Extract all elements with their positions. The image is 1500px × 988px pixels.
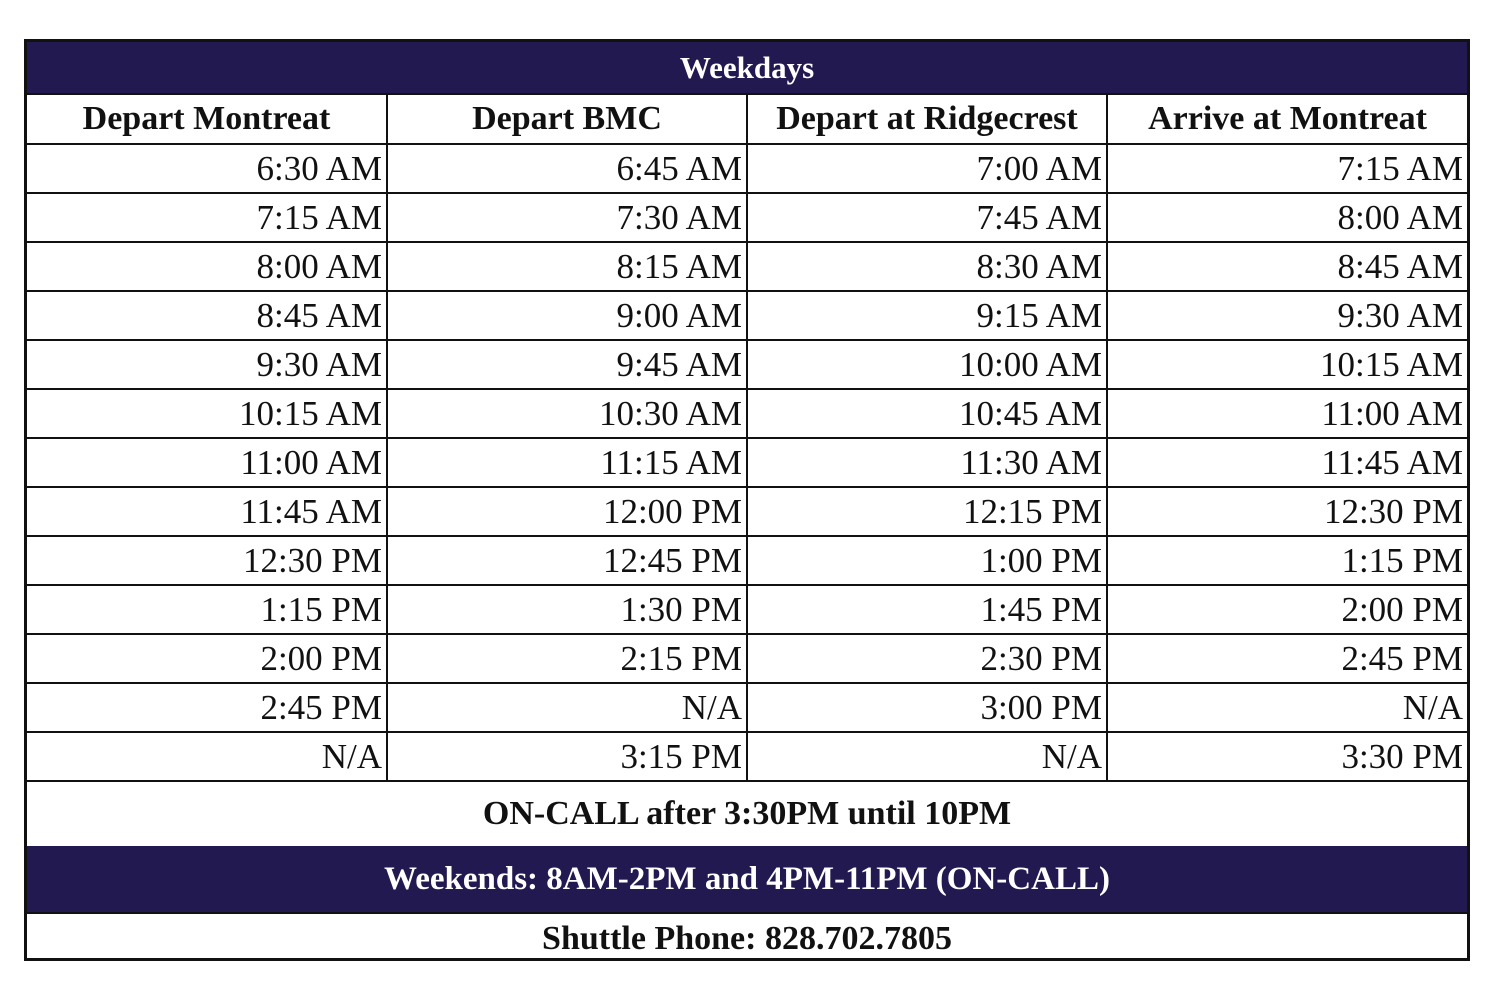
- time-cell: 2:30 PM: [747, 634, 1107, 683]
- shuttle-phone: Shuttle Phone: 828.702.7805: [27, 913, 1467, 964]
- column-header-arrive-montreat: Arrive at Montreat: [1107, 94, 1467, 144]
- on-call-note: ON-CALL after 3:30PM until 10PM: [482, 795, 1012, 832]
- table-row: [27, 487, 1467, 536]
- time-cell: 1:15 PM: [1107, 536, 1467, 585]
- column-header-depart-bmc: Depart BMC: [387, 94, 747, 144]
- table-row: [27, 536, 1467, 585]
- shuttle-schedule: [24, 39, 1470, 961]
- time-cell: 12:00 PM: [387, 487, 747, 536]
- time-cell: 9:30 AM: [1107, 291, 1467, 340]
- column-header-depart-ridgecrest: Depart at Ridgecrest: [747, 94, 1107, 144]
- time-cell: 7:00 AM: [747, 144, 1107, 193]
- time-cell: 2:45 PM: [27, 683, 387, 732]
- time-cell: N/A: [27, 732, 387, 781]
- time-cell: 9:15 AM: [747, 291, 1107, 340]
- time-cell: 7:15 AM: [1107, 144, 1467, 193]
- time-cell: 7:15 AM: [27, 193, 387, 242]
- schedule-body: [27, 144, 1467, 781]
- time-cell: 9:00 AM: [387, 291, 747, 340]
- time-cell: 8:00 AM: [1107, 193, 1467, 242]
- table-row: [27, 683, 1467, 732]
- time-cell: 8:15 AM: [387, 242, 747, 291]
- time-cell: 8:45 AM: [1107, 242, 1467, 291]
- time-cell: 7:30 AM: [387, 193, 747, 242]
- table-row: [27, 389, 1467, 438]
- time-cell: 10:15 AM: [1107, 340, 1467, 389]
- time-cell: 8:30 AM: [747, 242, 1107, 291]
- time-cell: 11:45 AM: [27, 487, 387, 536]
- time-cell: 9:45 AM: [387, 340, 747, 389]
- time-cell: N/A: [387, 683, 747, 732]
- time-cell: 11:00 AM: [1107, 389, 1467, 438]
- time-cell: 1:00 PM: [747, 536, 1107, 585]
- time-cell: 10:00 AM: [747, 340, 1107, 389]
- table-row: [27, 438, 1467, 487]
- time-cell: 7:45 AM: [747, 193, 1107, 242]
- time-cell: 1:15 PM: [27, 585, 387, 634]
- weekends-banner: Weekends: 8AM-2PM and 4PM-11PM (ON-CALL): [27, 846, 1467, 913]
- time-cell: 2:00 PM: [1107, 585, 1467, 634]
- table-row: [27, 732, 1467, 781]
- time-cell: 3:00 PM: [747, 683, 1107, 732]
- time-cell: 2:00 PM: [27, 634, 387, 683]
- time-cell: 10:30 AM: [387, 389, 747, 438]
- time-cell: 6:30 AM: [27, 144, 387, 193]
- time-cell: N/A: [747, 732, 1107, 781]
- time-cell: 12:30 PM: [1107, 487, 1467, 536]
- time-cell: 8:45 AM: [27, 291, 387, 340]
- time-cell: 1:30 PM: [387, 585, 747, 634]
- time-cell: 2:15 PM: [387, 634, 747, 683]
- time-cell: 3:30 PM: [1107, 732, 1467, 781]
- table-row: [27, 634, 1467, 683]
- time-cell: 3:15 PM: [387, 732, 747, 781]
- table-row: [27, 585, 1467, 634]
- table-row: [27, 242, 1467, 291]
- column-header-depart-montreat: Depart Montreat: [27, 94, 387, 144]
- time-cell: 11:15 AM: [387, 438, 747, 487]
- time-cell: 11:00 AM: [27, 438, 387, 487]
- schedule-table: [27, 42, 1467, 964]
- time-cell: 11:30 AM: [747, 438, 1107, 487]
- time-cell: 12:15 PM: [747, 487, 1107, 536]
- column-header-row: [27, 94, 1467, 144]
- time-cell: 10:45 AM: [747, 389, 1107, 438]
- time-cell: 10:15 AM: [27, 389, 387, 438]
- table-row: [27, 144, 1467, 193]
- time-cell: 8:00 AM: [27, 242, 387, 291]
- table-row: [27, 340, 1467, 389]
- time-cell: 9:30 AM: [27, 340, 387, 389]
- time-cell: 12:45 PM: [387, 536, 747, 585]
- time-cell: 11:45 AM: [1107, 438, 1467, 487]
- time-cell: 1:45 PM: [747, 585, 1107, 634]
- time-cell: N/A: [1107, 683, 1467, 732]
- weekdays-banner: Weekdays: [27, 42, 1467, 94]
- time-cell: 12:30 PM: [27, 536, 387, 585]
- table-row: [27, 291, 1467, 340]
- time-cell: 2:45 PM: [1107, 634, 1467, 683]
- time-cell: 6:45 AM: [387, 144, 747, 193]
- table-row: [27, 193, 1467, 242]
